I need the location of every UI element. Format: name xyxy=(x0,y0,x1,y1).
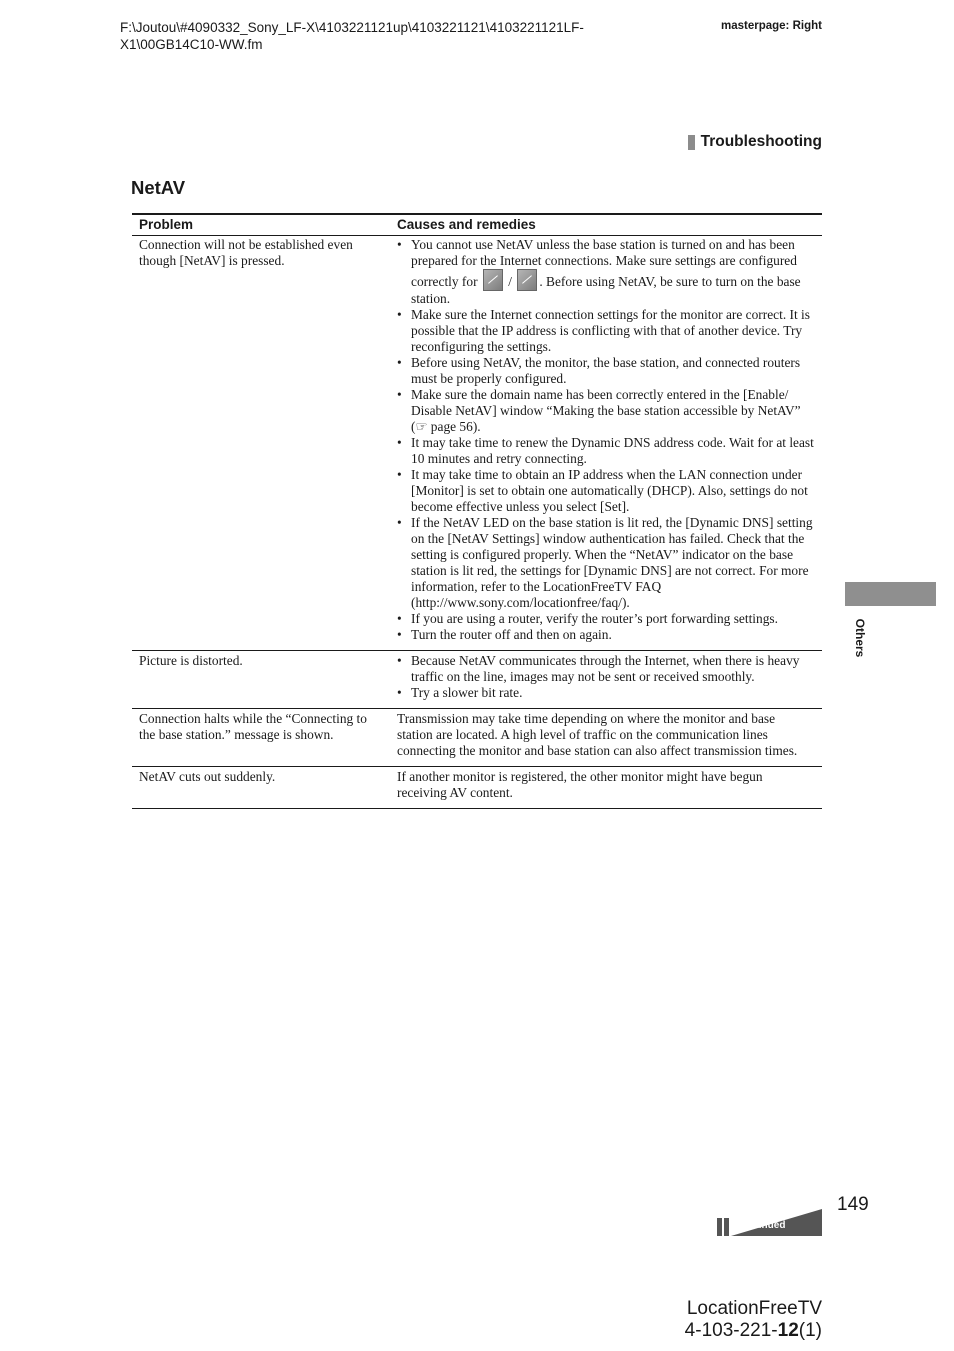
section-marker xyxy=(688,135,695,150)
continued-marker xyxy=(717,1209,822,1237)
list-item: • If the NetAV LED on the base station is lit red, the [Dynamic DNS] setting on the [NetAV Settings] window authentication has failed. Check that the setting is configured properly. When the “NetAV” indicator on the base station is lit red, the settings for [Dynamic DNS] are not correct. For more information, refer to the LocationFreeTV FAQ (http://www.sony.com/locationfree/faq/). xyxy=(397,515,814,611)
table-row xyxy=(132,236,822,651)
list-item: • If you are using a router, verify the router’s port forwarding settings. xyxy=(397,611,814,627)
table-row xyxy=(132,767,822,809)
remedy-cell xyxy=(390,651,822,709)
remedy-list xyxy=(397,237,814,643)
wireless-setting-icon xyxy=(483,269,503,291)
footer-code-prefix: 4-103-221- xyxy=(684,1320,778,1341)
list-item xyxy=(397,237,814,307)
remedy-cell xyxy=(390,236,822,651)
column-header-remedies: Causes and remedies xyxy=(390,214,822,236)
continued-bar xyxy=(717,1218,722,1236)
wired-setting-icon xyxy=(517,269,537,291)
list-item: • Turn the router off and then on again. xyxy=(397,627,814,643)
page-title: NetAV xyxy=(131,177,186,198)
problem-cell: NetAV cuts out suddenly. xyxy=(132,767,390,809)
side-tab xyxy=(845,582,936,606)
footer-product: LocationFreeTV xyxy=(686,1298,822,1319)
side-tab-label: Others xyxy=(853,618,867,658)
remedy-cell: Transmission may take time depending on where the monitor and base station are located. A high level of traffic on the communication lines connecting the monitor and base station can also affect transmission times. xyxy=(390,709,822,767)
column-header-problem: Problem xyxy=(132,214,390,236)
table-row xyxy=(132,651,822,709)
list-item: • Make sure the Internet connection settings for the monitor are correct. It is possible that the IP address is conflicting with that of another device. Try reconfiguring the settings. xyxy=(397,307,814,355)
troubleshooting-table xyxy=(132,213,822,809)
remedy-cell: If another monitor is registered, the other monitor might have begun receiving AV content. xyxy=(390,767,822,809)
page-number: 149 xyxy=(837,1194,869,1215)
footer-code-bold: 12 xyxy=(777,1320,799,1341)
continued-bar xyxy=(724,1218,729,1236)
table-header-row xyxy=(132,214,822,236)
remedy-list xyxy=(397,653,814,701)
problem-cell: Connection halts while the “Connecting to the base station.” message is shown. xyxy=(132,709,390,767)
table-row xyxy=(132,709,822,767)
icon-separator: / xyxy=(504,274,516,289)
continued-label: Continued xyxy=(736,1220,786,1231)
header-file-path: F:\Joutou\#4090332_Sony_LF-X\4103221121up\4103221121\4103221121LF-X1\00GB14C10-WW.fm xyxy=(120,20,584,52)
remedy-text: . Before using NetAV, be sure to turn on the base station. xyxy=(411,274,801,306)
list-item: • Make sure the domain name has been correctly entered in the [Enable/ Disable NetAV] window “Making the base station accessible by NetAV” (☞ page 56). xyxy=(397,387,814,435)
section-heading xyxy=(688,133,822,151)
list-item: • Try a slower bit rate. xyxy=(397,685,814,701)
footer-code xyxy=(685,1320,822,1342)
list-item: • Before using NetAV, the monitor, the base station, and connected routers must be properly configured. xyxy=(397,355,814,387)
list-item: • Because NetAV communicates through the Internet, when there is heavy traffic on the line, images may not be sent or received smoothly. xyxy=(397,653,814,685)
remedy-text: You cannot use NetAV unless the base station is turned on and has been prepared for the Internet connections. Make sure settings are configured correctly for xyxy=(411,237,797,289)
footer-code-suffix: (1) xyxy=(798,1320,822,1341)
header-masterpage: masterpage: Right xyxy=(721,20,822,32)
problem-cell: Connection will not be established even though [NetAV] is pressed. xyxy=(139,237,353,268)
problem-cell: Picture is distorted. xyxy=(132,651,390,709)
list-item: • It may take time to obtain an IP address when the LAN connection under [Monitor] is set to obtain one automatically (DHCP). Also, settings do not become effective unless you select [Set]. xyxy=(397,467,814,515)
section-title: Troubleshooting xyxy=(700,133,822,150)
list-item: • It may take time to renew the Dynamic DNS address code. Wait for at least 10 minutes and retry connecting. xyxy=(397,435,814,467)
